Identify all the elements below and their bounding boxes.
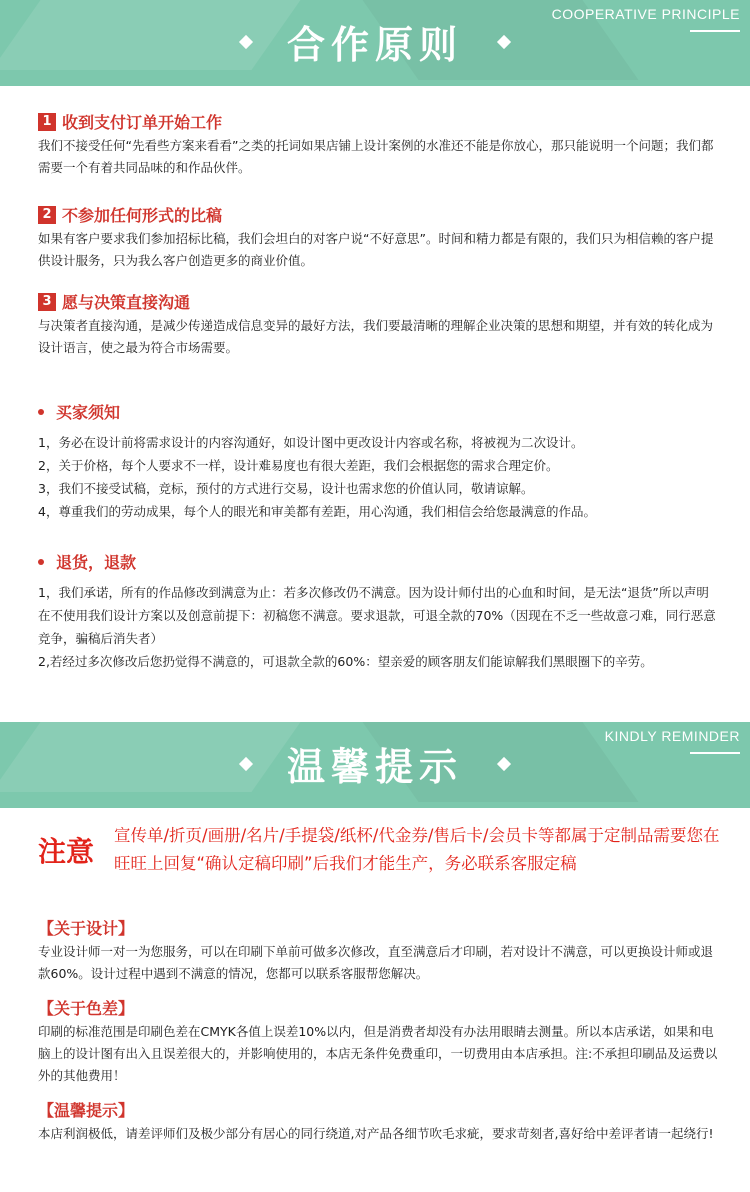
- list-item: 2,若经过多次修改后您扔觉得不满意的，可退款全款的60%：望亲爱的顾客朋友们能谅解我们黑眼圈下的辛劳。: [38, 654, 653, 669]
- principle-title: 愿与决策直接沟通: [62, 293, 191, 312]
- bullet-icon: [38, 559, 44, 565]
- list-item: 3，我们不接受试稿，竞标，预付的方式进行交易，设计也需求您的价值认同，敬请谅解。: [38, 481, 534, 496]
- refund-list: [38, 581, 718, 673]
- about-design-section: [38, 916, 718, 985]
- about-color-section: [38, 996, 718, 1087]
- notice-text: 宣传单/折页/画册/名片/手提袋/纸杯/代金券/售后卡/会员卡等都属于定制品需要您在旺旺上回复“确认定稿印刷”后我们才能生产，务必联系客服定稿: [114, 826, 720, 873]
- buyer-notice-list: [38, 431, 718, 523]
- principle-section: [38, 290, 718, 359]
- warm-tip-title: 【温馨提示】: [38, 1101, 135, 1120]
- list-item: 4，尊重我们的劳动成果，每个人的眼光和审美都有差距，用心沟通，我们相信会给您最满意的作品。: [38, 504, 596, 519]
- list-item: 2，关于价格，每个人要求不一样，设计难易度也有很大差距，我们会根据您的需求合理定价。: [38, 458, 559, 473]
- buyer-notice-section: [38, 400, 718, 523]
- number-badge: 3: [38, 293, 56, 311]
- diamond-icon: [497, 34, 511, 48]
- diamond-icon: [239, 34, 253, 48]
- banner-title: 合作原则: [286, 23, 463, 67]
- banner-subtitle-underline: [690, 30, 740, 32]
- banner-cooperative-principle: [0, 0, 750, 86]
- notice-box: [38, 822, 728, 878]
- bullet-icon: [38, 409, 44, 415]
- banner-title-row: [0, 14, 750, 69]
- list-item: 1，务必在设计前将需求设计的内容沟通好，如设计图中更改设计内容或名称，将被视为二次设计。: [38, 435, 584, 450]
- refund-title: 退货，退款: [56, 553, 137, 572]
- principle-title: 收到支付订单开始工作: [62, 113, 223, 132]
- section-heading: [38, 400, 718, 423]
- about-color-text: 印刷的标准范围是印刷色差在CMYK各值上误差10%以内，但是消费者却没有办法用眼睛去测量。所以本店承诺，如果和电脑上的设计图有出入且误差很大的，并影响使用的，本店无条件免费重印，一切费用由本店承担。注:不承担印刷品及运费以外的其他费用！: [38, 1024, 718, 1083]
- principle-section: [38, 203, 718, 272]
- banner-title-row: [0, 736, 750, 791]
- principle-text: 如果有客户要求我们参加招标比稿，我们会坦白的对客户说“不好意思”。时间和精力都是有限的，我们只为相信赖的客户提供设计服务，只为我么客户创造更多的商业价值。: [38, 231, 714, 268]
- principle-heading: [38, 290, 718, 313]
- banner-title: 温馨提示: [286, 745, 463, 789]
- about-design-title: 【关于设计】: [38, 919, 135, 938]
- principle-text: 与决策者直接沟通，是减少传递造成信息变异的最好方法，我们要最清晰的理解企业决策的思想和期望，并有效的转化成为设计语言，使之最为符合市场需要。: [38, 318, 714, 355]
- principle-heading: [38, 203, 718, 226]
- section-heading: [38, 550, 718, 573]
- warm-tip-text: 本店利润极低，请差评师们及极少部分有居心的同行绕道,对产品各细节吹毛求疵，要求苛刻者,喜好给中差评者请一起绕行!: [38, 1126, 714, 1141]
- notice-label: 注意: [38, 835, 95, 868]
- number-badge: 1: [38, 113, 56, 131]
- banner-subtitle: KINDLY REMINDER: [604, 728, 740, 744]
- diamond-icon: [239, 756, 253, 770]
- banner-subtitle-underline: [690, 752, 740, 754]
- diamond-icon: [497, 756, 511, 770]
- banner-kindly-reminder: [0, 722, 750, 808]
- refund-section: [38, 550, 718, 673]
- about-design-text: 专业设计师一对一为您服务，可以在印刷下单前可做多次修改，直至满意后才印刷，若对设计不满意，可以更换设计师或退款60%。设计过程中遇到不满意的情况，您都可以联系客服帮您解决。: [38, 944, 714, 981]
- warm-tip-section: [38, 1098, 718, 1145]
- principle-section: [38, 110, 718, 179]
- principle-heading: [38, 110, 718, 133]
- principle-title: 不参加任何形式的比稿: [62, 206, 223, 225]
- about-color-title: 【关于色差】: [38, 999, 135, 1018]
- principle-text: 我们不接受任何“先看些方案来看看”之类的托词如果店铺上设计案例的水准还不能是你放心，那只能说明一个问题；我们都需要一个有着共同品味的和作品伙伴。: [38, 138, 714, 175]
- number-badge: 2: [38, 206, 56, 224]
- buyer-notice-title: 买家须知: [56, 403, 121, 422]
- banner-subtitle: COOPERATIVE PRINCIPLE: [551, 6, 740, 22]
- list-item: 1，我们承诺，所有的作品修改到满意为止：若多次修改仍不满意。因为设计师付出的心血和时间，是无法“退货”所以声明在不使用我们设计方案以及创意前提下：初稿您不满意。要求退款，可退全款的70%（因现在不乏一些故意刁难，同行恶意竞争，骗稿后消失者）: [38, 585, 716, 646]
